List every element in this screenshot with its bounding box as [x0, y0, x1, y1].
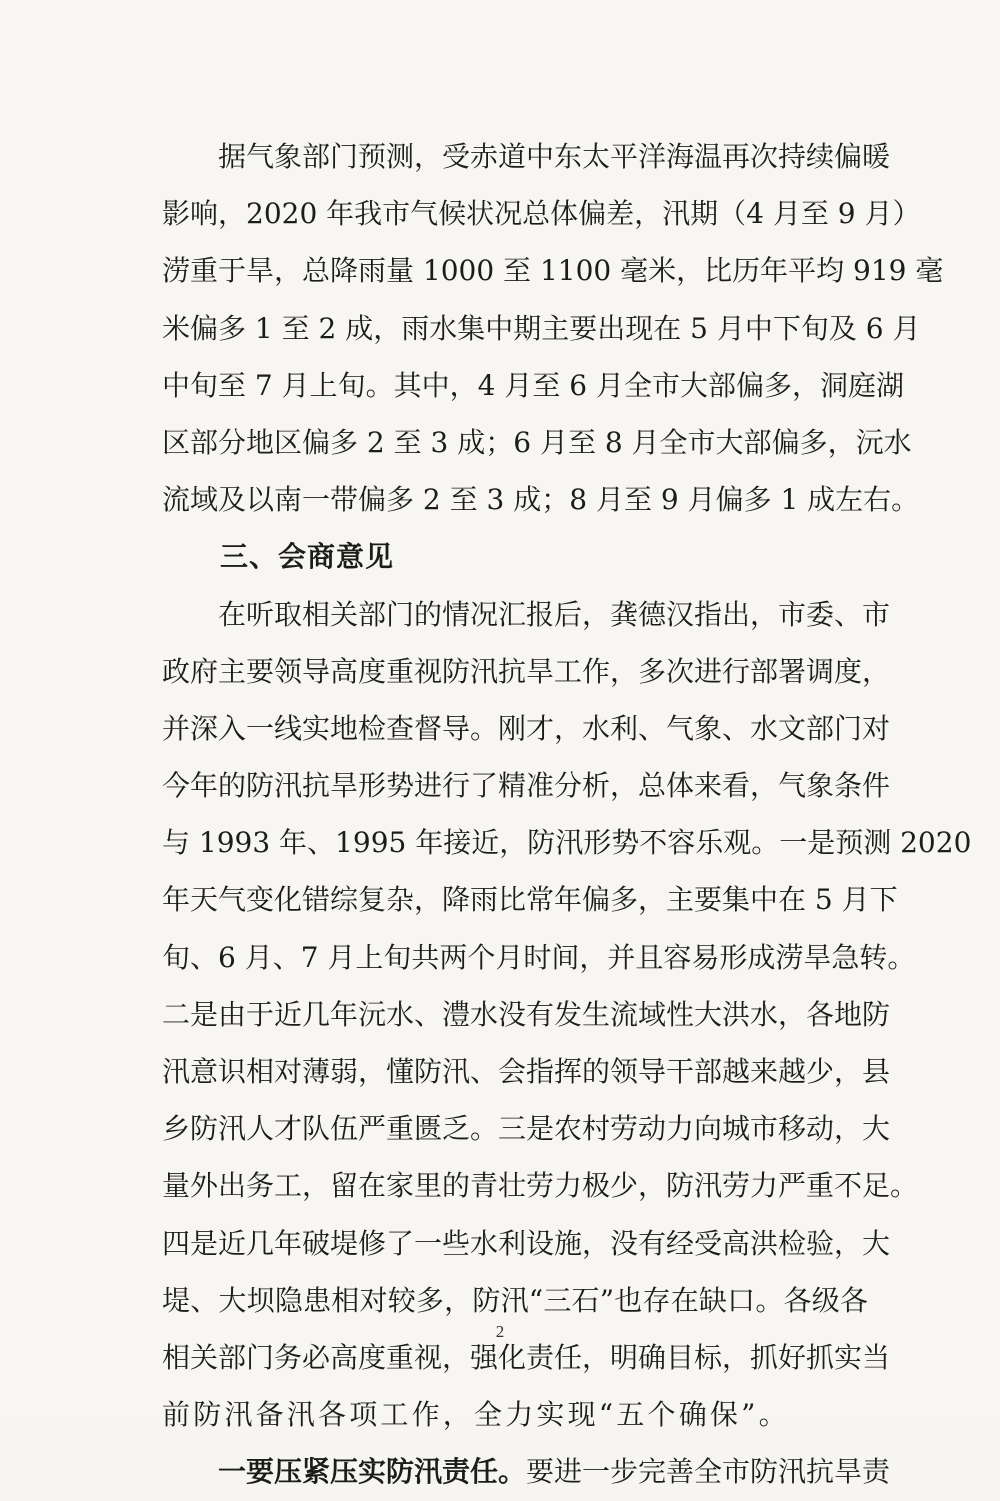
- p2-line-3: 并深入一线实地检查督导。刚才，水利、气象、水文部门对: [162, 711, 891, 745]
- p2-line-4: 今年的防汛抗旱形势进行了精准分析，总体来看，气象条件: [162, 769, 891, 803]
- p2-line-7: 旬、6 月、7 月上旬共两个月时间，并且容易形成涝旱急转。: [162, 940, 916, 974]
- p1-line-2: 影响，2020 年我市气候状况总体偏差，汛期（4 月至 9 月）: [162, 197, 921, 231]
- p2-line-9: 汛意识相对薄弱，懂防汛、会指挥的领导干部越来越少，县: [162, 1055, 891, 1088]
- p1-line-6: 区部分地区偏多 2 至 3 成；6 月至 8 月全市大部偏多，沅水: [162, 425, 912, 459]
- p2-line-1: 在听取相关部门的情况汇报后，龚德汉指出，市委、市: [162, 597, 891, 631]
- p2-line-13: 堤、大坝隐患相对较多，防汛“三石”也存在缺口。各级各: [162, 1283, 868, 1317]
- p2-line-2: 政府主要领导高度重视防汛抗旱工作，多次进行部署调度，: [162, 654, 891, 688]
- p2-line-5: 与 1993 年、1995 年接近，防汛形势不容乐观。一是预测 2020: [162, 826, 972, 860]
- p1-line-7: 流域及以南一带偏多 2 至 3 成；8 月至 9 月偏多 1 成左右。: [162, 483, 920, 517]
- p3-rest-text: 要进一步完善全市防汛抗旱责: [526, 1455, 891, 1489]
- p1-line-5: 中旬至 7 月上旬。其中，4 月至 6 月全市大部偏多，洞庭湖: [162, 368, 904, 402]
- p3-lead-text: 一要压紧压实防汛责任。: [162, 1455, 527, 1489]
- body-text: [162, 128, 972, 1501]
- p3-line-1: [162, 1443, 891, 1500]
- p2-line-14: 相关部门务必高度重视，强化责任，明确目标，抓好抓实当: [162, 1340, 891, 1374]
- p2-line-6: 年天气变化错综复杂，降雨比常年偏多，主要集中在 5 月下: [162, 883, 898, 917]
- p2-line-10: 乡防汛人才队伍严重匮乏。三是农村劳动力向城市移动，大: [162, 1112, 891, 1146]
- p1-line-4: 米偏多 1 至 2 成，雨水集中期主要出现在 5 月中下旬及 6 月: [162, 311, 921, 345]
- p2-line-12: 四是近几年破堤修了一些水利设施，没有经受高洪检验，大: [162, 1226, 891, 1260]
- p2-line-8: 二是由于近几年沅水、澧水没有发生流域性大洪水，各地防: [162, 997, 891, 1031]
- section-heading: 三、会商意见: [162, 540, 395, 574]
- p1-line-1: 据气象部门预测，受赤道中东太平洋海温再次持续偏暖: [162, 140, 891, 173]
- p2-line-11: 量外出务工，留在家里的青壮劳力极少，防汛劳力严重不足。: [162, 1169, 919, 1203]
- p1-line-3: 涝重于旱，总降雨量 1000 至 1100 毫米，比历年平均 919 毫: [162, 254, 944, 288]
- p2-line-15: 前防汛备汛各项工作，全力实现“五个确保”。: [162, 1398, 790, 1432]
- page-number: 2: [495, 1322, 505, 1341]
